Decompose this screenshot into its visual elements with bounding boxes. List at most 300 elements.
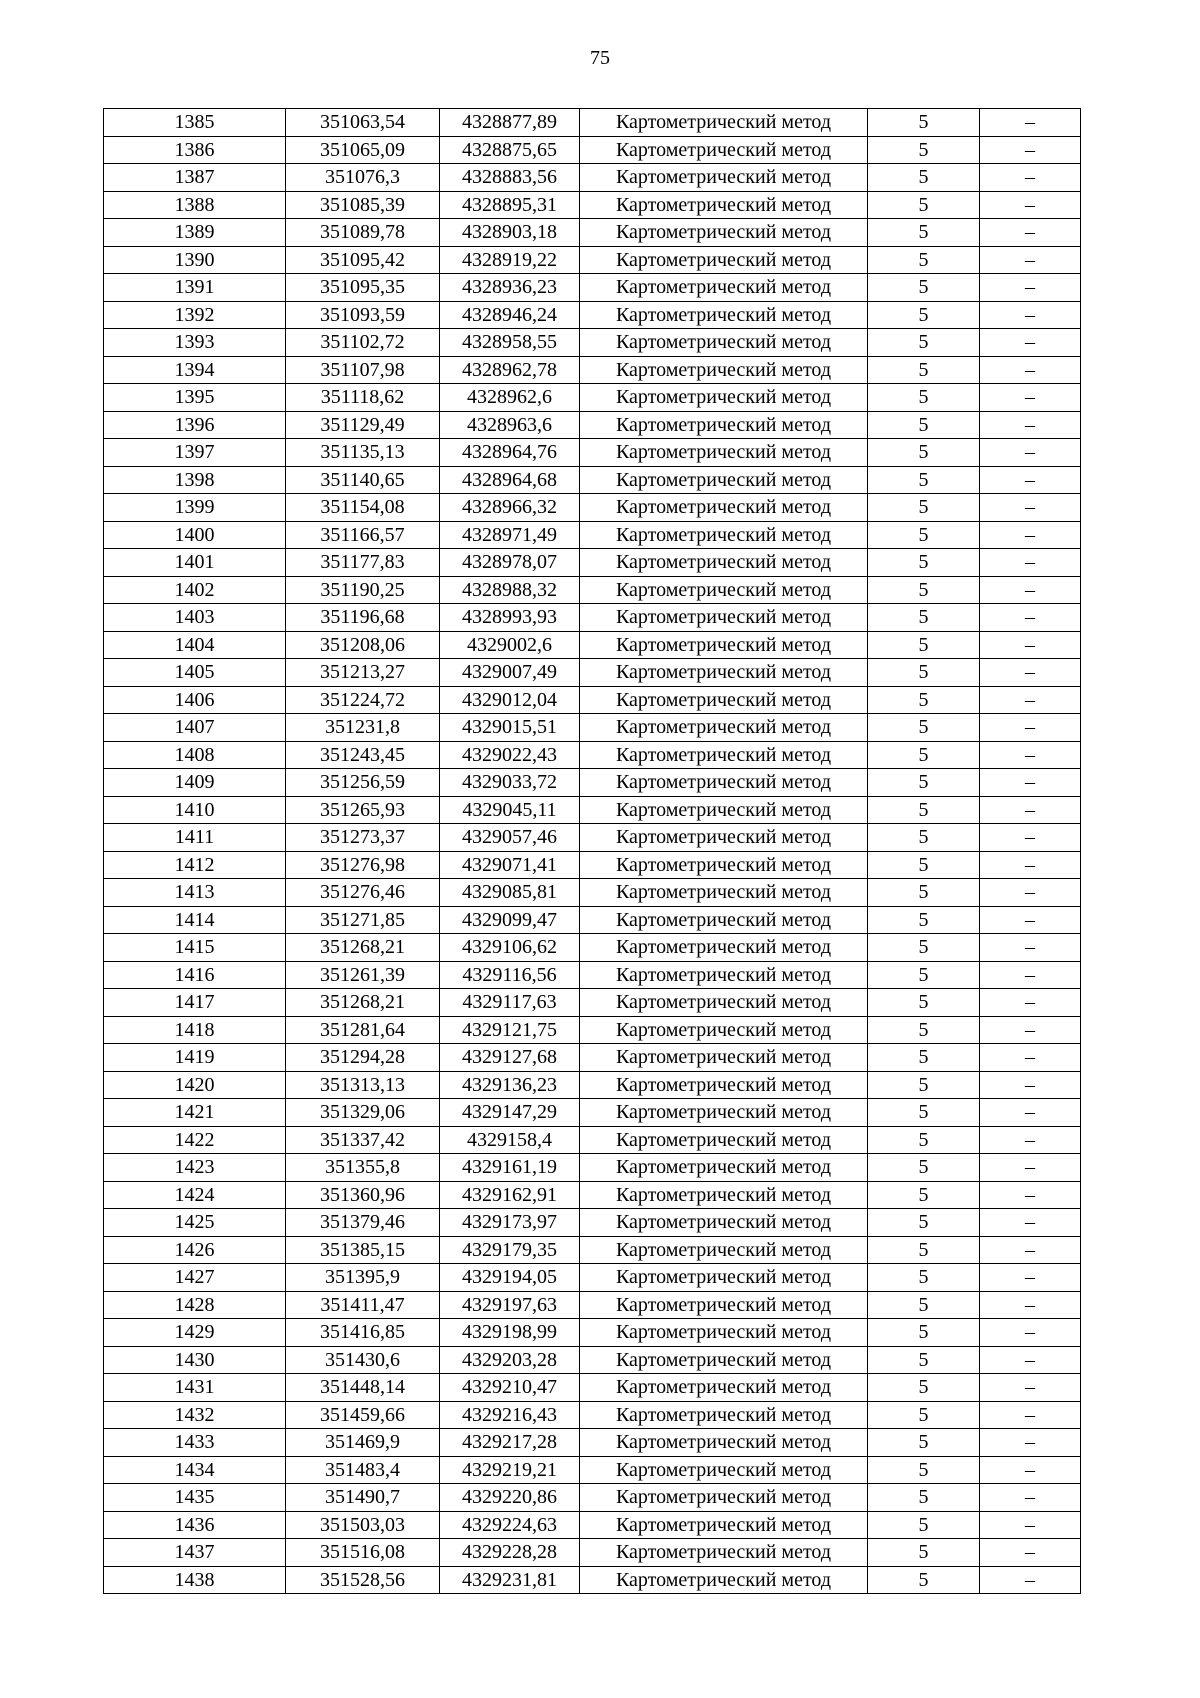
- accuracy-cell: 5: [868, 1154, 980, 1182]
- y-coordinate-cell: 4329210,47: [440, 1374, 580, 1402]
- table-row: [104, 1044, 1081, 1072]
- point-number-cell: 1395: [104, 384, 286, 412]
- accuracy-cell: 5: [868, 1484, 980, 1512]
- table-row: [104, 1374, 1081, 1402]
- y-coordinate-cell: 4329179,35: [440, 1236, 580, 1264]
- method-cell: Картометрический метод: [580, 1099, 868, 1127]
- table-row: [104, 301, 1081, 329]
- point-number-cell: 1424: [104, 1181, 286, 1209]
- accuracy-cell: 5: [868, 301, 980, 329]
- y-coordinate-cell: 4329045,11: [440, 796, 580, 824]
- accuracy-cell: 5: [868, 1319, 980, 1347]
- point-number-cell: 1399: [104, 494, 286, 522]
- table-row: [104, 604, 1081, 632]
- x-coordinate-cell: 351213,27: [286, 659, 440, 687]
- point-number-cell: 1389: [104, 219, 286, 247]
- table-row: [104, 1126, 1081, 1154]
- accuracy-cell: 5: [868, 741, 980, 769]
- y-coordinate-cell: 4328988,32: [440, 576, 580, 604]
- accuracy-cell: 5: [868, 906, 980, 934]
- x-coordinate-cell: 351329,06: [286, 1099, 440, 1127]
- table-row: [104, 1209, 1081, 1237]
- method-cell: Картометрический метод: [580, 384, 868, 412]
- description-cell: –: [980, 1319, 1081, 1347]
- method-cell: Картометрический метод: [580, 246, 868, 274]
- accuracy-cell: 5: [868, 1429, 980, 1457]
- y-coordinate-cell: 4329022,43: [440, 741, 580, 769]
- x-coordinate-cell: 351196,68: [286, 604, 440, 632]
- method-cell: Картометрический метод: [580, 1374, 868, 1402]
- description-cell: –: [980, 686, 1081, 714]
- y-coordinate-cell: 4329158,4: [440, 1126, 580, 1154]
- x-coordinate-cell: 351430,6: [286, 1346, 440, 1374]
- method-cell: Картометрический метод: [580, 1539, 868, 1567]
- accuracy-cell: 5: [868, 961, 980, 989]
- point-number-cell: 1422: [104, 1126, 286, 1154]
- y-coordinate-cell: 4329216,43: [440, 1401, 580, 1429]
- x-coordinate-cell: 351261,39: [286, 961, 440, 989]
- table-row: [104, 384, 1081, 412]
- table-row: [104, 466, 1081, 494]
- x-coordinate-cell: 351516,08: [286, 1539, 440, 1567]
- point-number-cell: 1388: [104, 191, 286, 219]
- accuracy-cell: 5: [868, 631, 980, 659]
- description-cell: –: [980, 1291, 1081, 1319]
- x-coordinate-cell: 351265,93: [286, 796, 440, 824]
- x-coordinate-cell: 351411,47: [286, 1291, 440, 1319]
- point-number-cell: 1430: [104, 1346, 286, 1374]
- point-number-cell: 1406: [104, 686, 286, 714]
- x-coordinate-cell: 351093,59: [286, 301, 440, 329]
- accuracy-cell: 5: [868, 934, 980, 962]
- x-coordinate-cell: 351102,72: [286, 329, 440, 357]
- table-row: [104, 1154, 1081, 1182]
- point-number-cell: 1432: [104, 1401, 286, 1429]
- x-coordinate-cell: 351231,8: [286, 714, 440, 742]
- accuracy-cell: 5: [868, 686, 980, 714]
- table-row: [104, 796, 1081, 824]
- x-coordinate-cell: 351154,08: [286, 494, 440, 522]
- x-coordinate-cell: 351224,72: [286, 686, 440, 714]
- x-coordinate-cell: 351268,21: [286, 934, 440, 962]
- method-cell: Картометрический метод: [580, 136, 868, 164]
- table-row: [104, 1429, 1081, 1457]
- accuracy-cell: 5: [868, 714, 980, 742]
- description-cell: –: [980, 989, 1081, 1017]
- method-cell: Картометрический метод: [580, 1264, 868, 1292]
- point-number-cell: 1435: [104, 1484, 286, 1512]
- x-coordinate-cell: 351271,85: [286, 906, 440, 934]
- description-cell: –: [980, 934, 1081, 962]
- y-coordinate-cell: 4329136,23: [440, 1071, 580, 1099]
- method-cell: Картометрический метод: [580, 494, 868, 522]
- table-row: [104, 549, 1081, 577]
- method-cell: Картометрический метод: [580, 1511, 868, 1539]
- x-coordinate-cell: 351107,98: [286, 356, 440, 384]
- point-number-cell: 1417: [104, 989, 286, 1017]
- x-coordinate-cell: 351281,64: [286, 1016, 440, 1044]
- description-cell: –: [980, 631, 1081, 659]
- table-row: [104, 1539, 1081, 1567]
- description-cell: –: [980, 466, 1081, 494]
- point-number-cell: 1419: [104, 1044, 286, 1072]
- description-cell: –: [980, 136, 1081, 164]
- point-number-cell: 1434: [104, 1456, 286, 1484]
- accuracy-cell: 5: [868, 1126, 980, 1154]
- x-coordinate-cell: 351395,9: [286, 1264, 440, 1292]
- description-cell: –: [980, 1016, 1081, 1044]
- method-cell: Картометрический метод: [580, 1566, 868, 1594]
- y-coordinate-cell: 4329161,19: [440, 1154, 580, 1182]
- method-cell: Картометрический метод: [580, 1154, 868, 1182]
- y-coordinate-cell: 4329203,28: [440, 1346, 580, 1374]
- method-cell: Картометрический метод: [580, 329, 868, 357]
- description-cell: –: [980, 1236, 1081, 1264]
- y-coordinate-cell: 4328964,76: [440, 439, 580, 467]
- accuracy-cell: 5: [868, 1374, 980, 1402]
- point-number-cell: 1429: [104, 1319, 286, 1347]
- y-coordinate-cell: 4329220,86: [440, 1484, 580, 1512]
- accuracy-cell: 5: [868, 1181, 980, 1209]
- description-cell: –: [980, 741, 1081, 769]
- accuracy-cell: 5: [868, 384, 980, 412]
- y-coordinate-cell: 4328963,6: [440, 411, 580, 439]
- x-coordinate-cell: 351416,85: [286, 1319, 440, 1347]
- accuracy-cell: 5: [868, 1099, 980, 1127]
- table-row: [104, 1456, 1081, 1484]
- y-coordinate-cell: 4328978,07: [440, 549, 580, 577]
- y-coordinate-cell: 4328966,32: [440, 494, 580, 522]
- x-coordinate-cell: 351503,03: [286, 1511, 440, 1539]
- accuracy-cell: 5: [868, 356, 980, 384]
- method-cell: Картометрический метод: [580, 274, 868, 302]
- table-row: [104, 191, 1081, 219]
- description-cell: –: [980, 1539, 1081, 1567]
- description-cell: –: [980, 1044, 1081, 1072]
- accuracy-cell: 5: [868, 604, 980, 632]
- x-coordinate-cell: 351483,4: [286, 1456, 440, 1484]
- method-cell: Картометрический метод: [580, 769, 868, 797]
- description-cell: –: [980, 1154, 1081, 1182]
- description-cell: –: [980, 384, 1081, 412]
- point-number-cell: 1401: [104, 549, 286, 577]
- accuracy-cell: 5: [868, 1291, 980, 1319]
- y-coordinate-cell: 4329194,05: [440, 1264, 580, 1292]
- method-cell: Картометрический метод: [580, 604, 868, 632]
- point-number-cell: 1398: [104, 466, 286, 494]
- y-coordinate-cell: 4328877,89: [440, 109, 580, 137]
- description-cell: –: [980, 659, 1081, 687]
- method-cell: Картометрический метод: [580, 1016, 868, 1044]
- x-coordinate-cell: 351095,42: [286, 246, 440, 274]
- description-cell: –: [980, 1429, 1081, 1457]
- table-row: [104, 1319, 1081, 1347]
- method-cell: Картометрический метод: [580, 356, 868, 384]
- method-cell: Картометрический метод: [580, 879, 868, 907]
- method-cell: Картометрический метод: [580, 411, 868, 439]
- y-coordinate-cell: 4329117,63: [440, 989, 580, 1017]
- x-coordinate-cell: 351337,42: [286, 1126, 440, 1154]
- table-row: [104, 1401, 1081, 1429]
- point-number-cell: 1397: [104, 439, 286, 467]
- table-row: [104, 1346, 1081, 1374]
- method-cell: Картометрический метод: [580, 1209, 868, 1237]
- x-coordinate-cell: 351089,78: [286, 219, 440, 247]
- x-coordinate-cell: 351385,15: [286, 1236, 440, 1264]
- description-cell: –: [980, 521, 1081, 549]
- method-cell: Картометрический метод: [580, 164, 868, 192]
- y-coordinate-cell: 4329121,75: [440, 1016, 580, 1044]
- description-cell: –: [980, 576, 1081, 604]
- point-number-cell: 1409: [104, 769, 286, 797]
- table-row: [104, 1566, 1081, 1594]
- point-number-cell: 1418: [104, 1016, 286, 1044]
- method-cell: Картометрический метод: [580, 989, 868, 1017]
- x-coordinate-cell: 351076,3: [286, 164, 440, 192]
- method-cell: Картометрический метод: [580, 1181, 868, 1209]
- x-coordinate-cell: 351118,62: [286, 384, 440, 412]
- x-coordinate-cell: 351528,56: [286, 1566, 440, 1594]
- x-coordinate-cell: 351063,54: [286, 109, 440, 137]
- y-coordinate-cell: 4328958,55: [440, 329, 580, 357]
- accuracy-cell: 5: [868, 494, 980, 522]
- point-number-cell: 1436: [104, 1511, 286, 1539]
- table-row: [104, 219, 1081, 247]
- y-coordinate-cell: 4329015,51: [440, 714, 580, 742]
- x-coordinate-cell: 351166,57: [286, 521, 440, 549]
- point-number-cell: 1416: [104, 961, 286, 989]
- x-coordinate-cell: 351085,39: [286, 191, 440, 219]
- description-cell: –: [980, 301, 1081, 329]
- description-cell: –: [980, 879, 1081, 907]
- point-number-cell: 1387: [104, 164, 286, 192]
- description-cell: –: [980, 1181, 1081, 1209]
- y-coordinate-cell: 4329173,97: [440, 1209, 580, 1237]
- method-cell: Картометрический метод: [580, 631, 868, 659]
- point-number-cell: 1410: [104, 796, 286, 824]
- table-row: [104, 1264, 1081, 1292]
- method-cell: Картометрический метод: [580, 466, 868, 494]
- y-coordinate-cell: 4329197,63: [440, 1291, 580, 1319]
- accuracy-cell: 5: [868, 109, 980, 137]
- point-number-cell: 1411: [104, 824, 286, 852]
- accuracy-cell: 5: [868, 1346, 980, 1374]
- table-row: [104, 494, 1081, 522]
- method-cell: Картометрический метод: [580, 906, 868, 934]
- method-cell: Картометрический метод: [580, 301, 868, 329]
- accuracy-cell: 5: [868, 136, 980, 164]
- method-cell: Картометрический метод: [580, 576, 868, 604]
- x-coordinate-cell: 351379,46: [286, 1209, 440, 1237]
- description-cell: –: [980, 824, 1081, 852]
- table-row: [104, 164, 1081, 192]
- method-cell: Картометрический метод: [580, 191, 868, 219]
- description-cell: –: [980, 769, 1081, 797]
- table-row: [104, 686, 1081, 714]
- table-row: [104, 246, 1081, 274]
- table-row: [104, 879, 1081, 907]
- point-number-cell: 1405: [104, 659, 286, 687]
- point-number-cell: 1404: [104, 631, 286, 659]
- accuracy-cell: 5: [868, 851, 980, 879]
- x-coordinate-cell: 351208,06: [286, 631, 440, 659]
- table-row: [104, 906, 1081, 934]
- accuracy-cell: 5: [868, 1401, 980, 1429]
- y-coordinate-cell: 4328919,22: [440, 246, 580, 274]
- y-coordinate-cell: 4329099,47: [440, 906, 580, 934]
- method-cell: Картометрический метод: [580, 521, 868, 549]
- accuracy-cell: 5: [868, 1044, 980, 1072]
- description-cell: –: [980, 439, 1081, 467]
- table-row: [104, 961, 1081, 989]
- accuracy-cell: 5: [868, 824, 980, 852]
- method-cell: Картометрический метод: [580, 1401, 868, 1429]
- method-cell: Картометрический метод: [580, 549, 868, 577]
- x-coordinate-cell: 351294,28: [286, 1044, 440, 1072]
- description-cell: –: [980, 1071, 1081, 1099]
- accuracy-cell: 5: [868, 796, 980, 824]
- y-coordinate-cell: 4329217,28: [440, 1429, 580, 1457]
- x-coordinate-cell: 351256,59: [286, 769, 440, 797]
- point-number-cell: 1385: [104, 109, 286, 137]
- description-cell: –: [980, 1209, 1081, 1237]
- point-number-cell: 1438: [104, 1566, 286, 1594]
- x-coordinate-cell: 351268,21: [286, 989, 440, 1017]
- point-number-cell: 1433: [104, 1429, 286, 1457]
- point-number-cell: 1420: [104, 1071, 286, 1099]
- method-cell: Картометрический метод: [580, 1126, 868, 1154]
- description-cell: –: [980, 1401, 1081, 1429]
- coordinates-table-body: [104, 109, 1081, 1594]
- table-row: [104, 356, 1081, 384]
- method-cell: Картометрический метод: [580, 686, 868, 714]
- point-number-cell: 1415: [104, 934, 286, 962]
- x-coordinate-cell: 351459,66: [286, 1401, 440, 1429]
- x-coordinate-cell: 351190,25: [286, 576, 440, 604]
- table-row: [104, 631, 1081, 659]
- table-row: [104, 411, 1081, 439]
- point-number-cell: 1425: [104, 1209, 286, 1237]
- point-number-cell: 1403: [104, 604, 286, 632]
- table-row: [104, 1181, 1081, 1209]
- description-cell: –: [980, 494, 1081, 522]
- point-number-cell: 1414: [104, 906, 286, 934]
- description-cell: –: [980, 219, 1081, 247]
- description-cell: –: [980, 109, 1081, 137]
- table-row: [104, 1099, 1081, 1127]
- table-row: [104, 1484, 1081, 1512]
- y-coordinate-cell: 4329147,29: [440, 1099, 580, 1127]
- accuracy-cell: 5: [868, 219, 980, 247]
- x-coordinate-cell: 351243,45: [286, 741, 440, 769]
- page-number: 75: [590, 47, 610, 69]
- table-row: [104, 769, 1081, 797]
- description-cell: –: [980, 164, 1081, 192]
- point-number-cell: 1408: [104, 741, 286, 769]
- y-coordinate-cell: 4329219,21: [440, 1456, 580, 1484]
- description-cell: –: [980, 1566, 1081, 1594]
- accuracy-cell: 5: [868, 1456, 980, 1484]
- method-cell: Картометрический метод: [580, 439, 868, 467]
- accuracy-cell: 5: [868, 164, 980, 192]
- x-coordinate-cell: 351095,35: [286, 274, 440, 302]
- method-cell: Картометрический метод: [580, 1346, 868, 1374]
- method-cell: Картометрический метод: [580, 1429, 868, 1457]
- x-coordinate-cell: 351177,83: [286, 549, 440, 577]
- point-number-cell: 1392: [104, 301, 286, 329]
- description-cell: –: [980, 246, 1081, 274]
- table-row: [104, 714, 1081, 742]
- description-cell: –: [980, 1264, 1081, 1292]
- x-coordinate-cell: 351273,37: [286, 824, 440, 852]
- method-cell: Картометрический метод: [580, 1291, 868, 1319]
- point-number-cell: 1393: [104, 329, 286, 357]
- y-coordinate-cell: 4329106,62: [440, 934, 580, 962]
- x-coordinate-cell: 351490,7: [286, 1484, 440, 1512]
- description-cell: –: [980, 191, 1081, 219]
- y-coordinate-cell: 4329231,81: [440, 1566, 580, 1594]
- x-coordinate-cell: 351360,96: [286, 1181, 440, 1209]
- y-coordinate-cell: 4329198,99: [440, 1319, 580, 1347]
- point-number-cell: 1423: [104, 1154, 286, 1182]
- x-coordinate-cell: 351065,09: [286, 136, 440, 164]
- x-coordinate-cell: 351135,13: [286, 439, 440, 467]
- accuracy-cell: 5: [868, 769, 980, 797]
- point-number-cell: 1396: [104, 411, 286, 439]
- y-coordinate-cell: 4328971,49: [440, 521, 580, 549]
- accuracy-cell: 5: [868, 439, 980, 467]
- y-coordinate-cell: 4328964,68: [440, 466, 580, 494]
- x-coordinate-cell: 351129,49: [286, 411, 440, 439]
- accuracy-cell: 5: [868, 191, 980, 219]
- table-row: [104, 1291, 1081, 1319]
- method-cell: Картометрический метод: [580, 1236, 868, 1264]
- y-coordinate-cell: 4329002,6: [440, 631, 580, 659]
- point-number-cell: 1390: [104, 246, 286, 274]
- description-cell: –: [980, 714, 1081, 742]
- point-number-cell: 1394: [104, 356, 286, 384]
- description-cell: –: [980, 1511, 1081, 1539]
- table-row: [104, 1071, 1081, 1099]
- table-row: [104, 136, 1081, 164]
- method-cell: Картометрический метод: [580, 824, 868, 852]
- description-cell: –: [980, 356, 1081, 384]
- table-row: [104, 521, 1081, 549]
- description-cell: –: [980, 1374, 1081, 1402]
- description-cell: –: [980, 906, 1081, 934]
- description-cell: –: [980, 1099, 1081, 1127]
- description-cell: –: [980, 961, 1081, 989]
- accuracy-cell: 5: [868, 1566, 980, 1594]
- accuracy-cell: 5: [868, 246, 980, 274]
- method-cell: Картометрический метод: [580, 1456, 868, 1484]
- point-number-cell: 1386: [104, 136, 286, 164]
- table-row: [104, 576, 1081, 604]
- accuracy-cell: 5: [868, 1016, 980, 1044]
- point-number-cell: 1400: [104, 521, 286, 549]
- y-coordinate-cell: 4329071,41: [440, 851, 580, 879]
- y-coordinate-cell: 4328903,18: [440, 219, 580, 247]
- accuracy-cell: 5: [868, 274, 980, 302]
- point-number-cell: 1413: [104, 879, 286, 907]
- point-number-cell: 1391: [104, 274, 286, 302]
- method-cell: Картометрический метод: [580, 1319, 868, 1347]
- accuracy-cell: 5: [868, 521, 980, 549]
- table-row: [104, 989, 1081, 1017]
- method-cell: Картометрический метод: [580, 961, 868, 989]
- y-coordinate-cell: 4328895,31: [440, 191, 580, 219]
- y-coordinate-cell: 4329228,28: [440, 1539, 580, 1567]
